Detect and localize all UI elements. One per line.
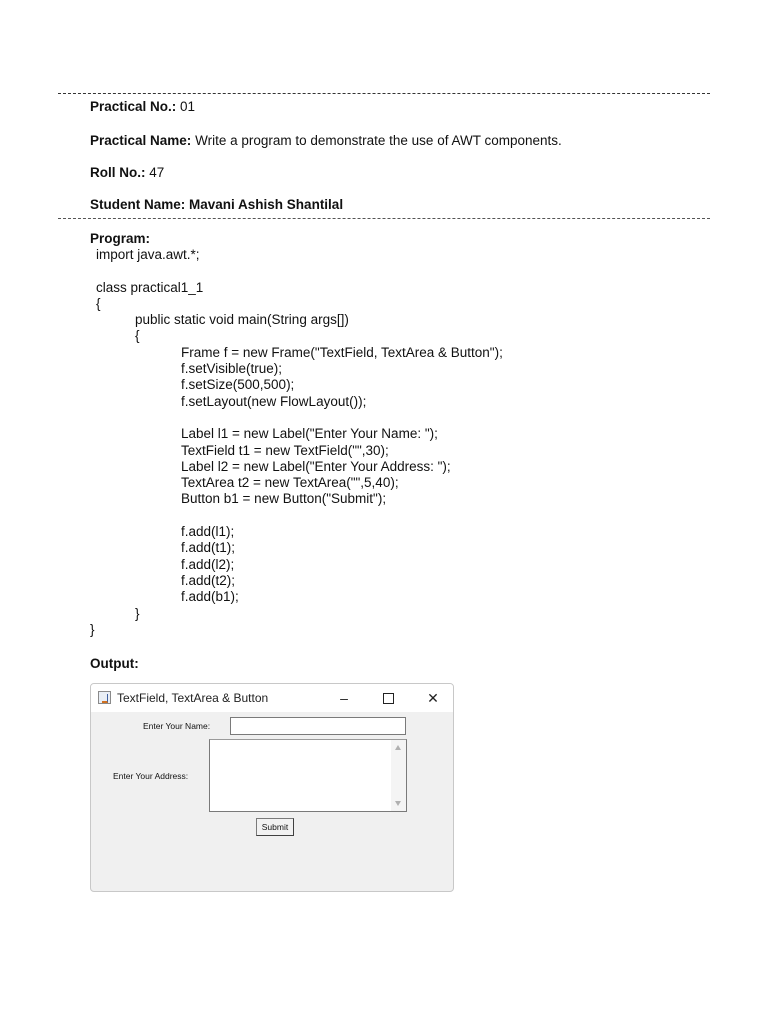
program-heading: Program: [90, 231, 151, 246]
java-cup-icon [98, 691, 111, 704]
code-line: f.add(t1); [181, 540, 236, 556]
top-divider [58, 93, 710, 94]
code-line [90, 263, 503, 279]
code-line: class practical1_1 [96, 279, 204, 295]
maximize-icon [383, 693, 394, 704]
program-code [90, 247, 503, 638]
student-name-label: Student Name: [90, 197, 186, 212]
roll-no-label: Roll No.: [90, 165, 146, 180]
code-line: Label l1 = new Label("Enter Your Name: "); [181, 426, 438, 442]
awt-output-window [90, 683, 454, 892]
scroll-down-icon[interactable] [395, 801, 401, 806]
code-line: Button b1 = new Button("Submit"); [181, 491, 387, 507]
address-textarea[interactable] [209, 739, 407, 812]
maximize-button[interactable] [377, 688, 399, 708]
code-line: } [90, 621, 95, 637]
code-line: { [96, 295, 101, 311]
code-line [90, 410, 503, 426]
submit-button[interactable]: Submit [256, 818, 294, 836]
code-line: public static void main(String args[]) [135, 312, 349, 328]
textarea-scrollbar[interactable] [391, 740, 406, 811]
name-textfield[interactable] [230, 717, 406, 735]
code-line: TextField t1 = new TextField("",30); [181, 442, 389, 458]
code-line: import java.awt.*; [96, 247, 200, 262]
practical-name-value: Write a program to demonstrate the use of AWT components. [195, 133, 562, 148]
code-line: { [135, 328, 140, 344]
code-line: f.add(l2); [181, 556, 235, 572]
practical-no-label: Practical No.: [90, 99, 177, 114]
code-line: f.add(l1); [181, 524, 235, 540]
window-titlebar[interactable] [91, 684, 453, 712]
student-name [90, 197, 343, 213]
code-line: f.add(b1); [181, 589, 239, 605]
roll-no-value: 47 [149, 165, 165, 180]
code-line: Frame f = new Frame("TextField, TextArea & Button"); [181, 344, 503, 360]
practical-no [90, 99, 195, 115]
student-name-value: Mavani Ashish Shantilal [189, 197, 344, 212]
code-line: TextArea t2 = new TextArea("",5,40); [181, 475, 399, 491]
code-line: f.setSize(500,500); [181, 377, 295, 393]
header-divider [58, 218, 710, 219]
practical-no-value: 01 [180, 99, 196, 114]
close-button[interactable]: ✕ [427, 690, 439, 706]
practical-name [90, 133, 562, 149]
code-line: Label l2 = new Label("Enter Your Address: "); [181, 458, 451, 474]
code-line [90, 508, 503, 524]
output-heading: Output: [90, 656, 139, 671]
code-line: } [135, 605, 140, 621]
minimize-button[interactable]: – [340, 690, 348, 706]
roll-no [90, 165, 164, 181]
practical-name-label: Practical Name: [90, 133, 192, 148]
code-line: f.setVisible(true); [181, 361, 283, 377]
code-line: f.setLayout(new FlowLayout()); [181, 393, 367, 409]
address-label: Enter Your Address: [113, 771, 189, 781]
code-line: f.add(t2); [181, 572, 236, 588]
window-title: TextField, TextArea & Button [117, 691, 269, 705]
name-label: Enter Your Name: [143, 721, 211, 731]
scroll-up-icon[interactable] [395, 745, 401, 750]
